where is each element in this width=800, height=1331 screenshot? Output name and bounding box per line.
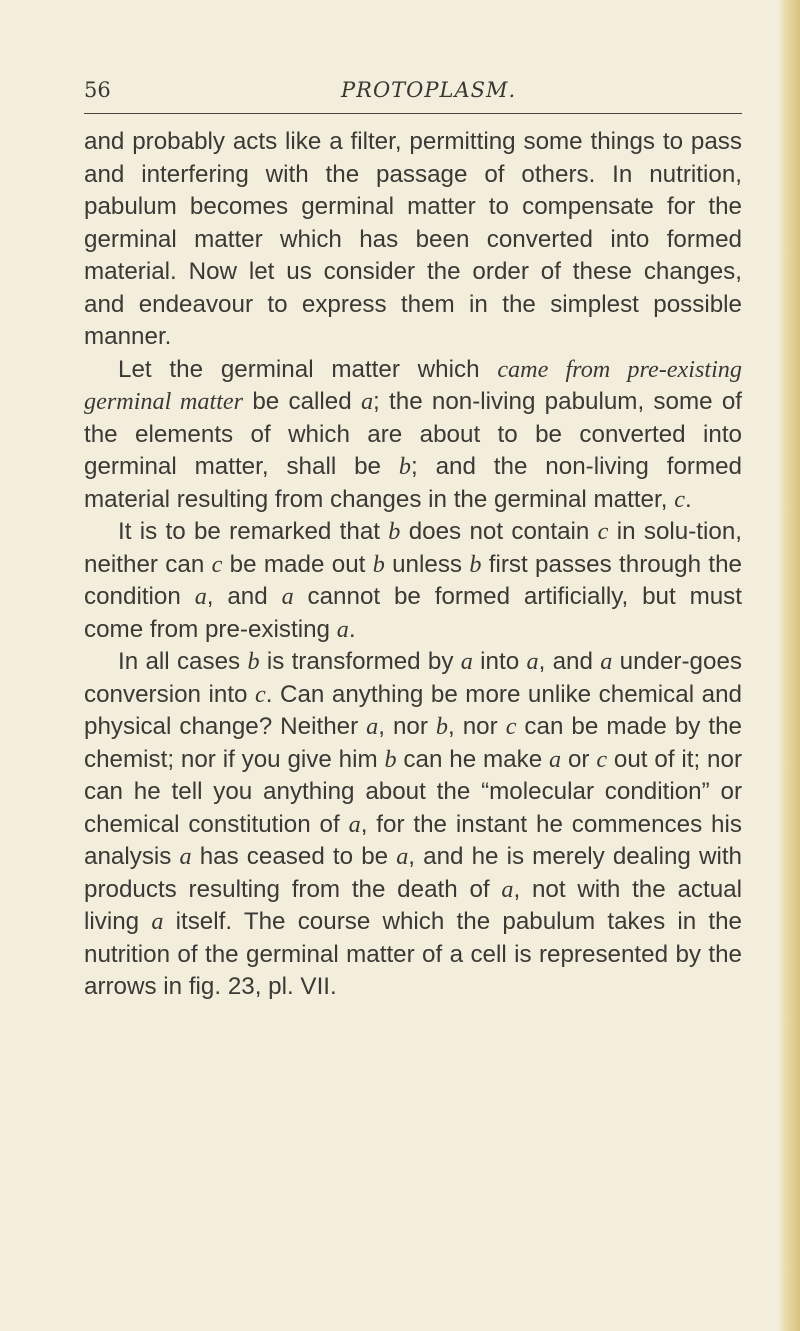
paragraph-3: It is to be remarked that b does not contain c in solu-tion, neither can c be made out b unless b first passes through the condition a, and a cannot be formed artificially, but must come from pre-existing a. (84, 518, 743, 643)
page-number: 56 (84, 78, 111, 102)
running-title: PROTOPLASM. (341, 78, 517, 102)
paragraph-1: and probably acts like a filter, permitting some things to pass and interfering with the passage of others. In nutrition, pabulum becomes germinal matter to compensate for the germinal matter which has been converted into formed material. Now let us consider the order of these changes, and endeavour to express them in the simplest possible manner. (84, 128, 742, 350)
page-edge-shading (778, 0, 800, 1331)
running-header (84, 74, 742, 108)
paragraph-2: Let the germinal matter which came from pre-existing germinal matter be called a; the non-living pabulum, some of the elements of which are about to be converted into germinal matter, shall be b; and the non-living formed material resulting from changes in the germinal matter, c. (84, 355, 743, 513)
body-text (84, 126, 742, 1004)
header-rule (84, 113, 742, 114)
paragraph-4: In all cases b is transformed by a into a, and a under-goes conversion into c. Can anything be more unlike chemical and physical change? Neither a, nor b, nor c can be made by the chemist; nor if you give him b can he make a or c out of it; nor can he tell you anything about the “molecular condition” or chemical constitution of a, for the instant he commences his analysis a has ceased to be a, and he is merely dealing with products resulting from the death of a, not with the actual living a itself. The course which the pabulum takes in the nutrition of the germinal matter of a cell is represented by the arrows in fig. 23, pl. VII. (84, 648, 743, 1000)
